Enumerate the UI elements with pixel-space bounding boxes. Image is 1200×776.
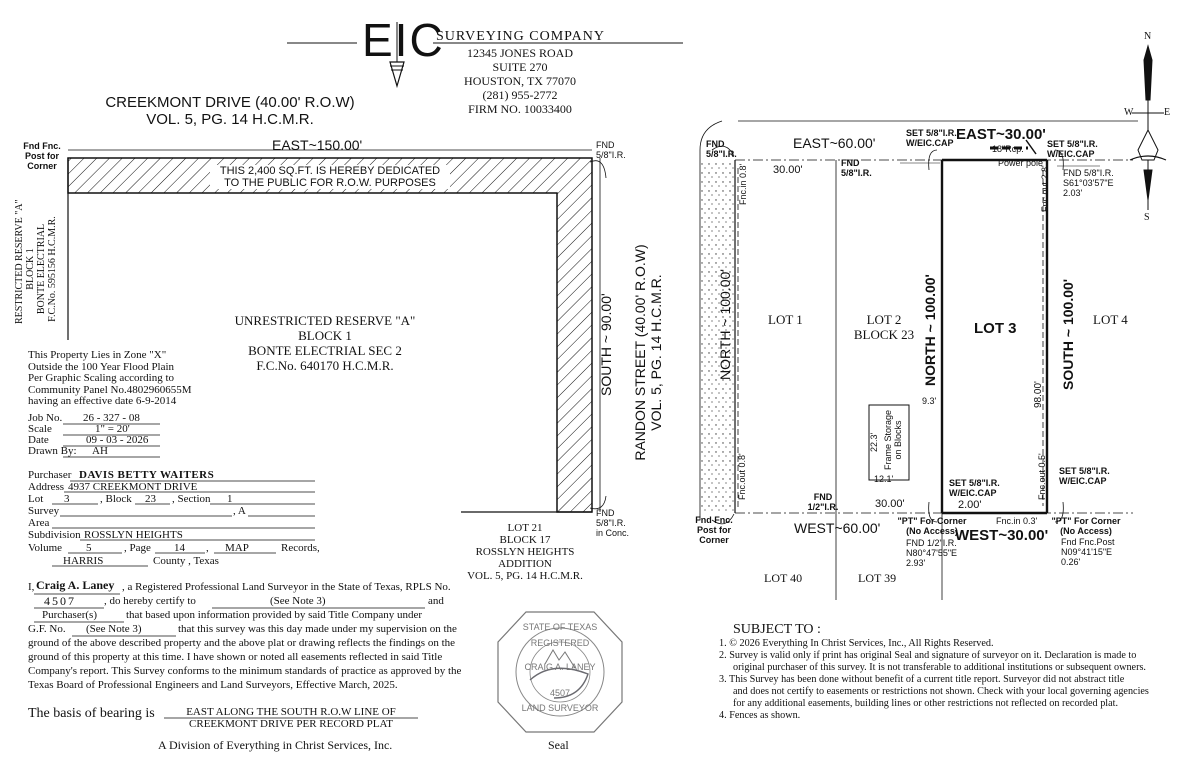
west-60-label: WEST~60.00' — [794, 520, 881, 536]
dist-121-label: 12.1' — [874, 474, 894, 484]
lot-2-label: LOT 2 BLOCK 23 — [853, 312, 915, 342]
seal-name: CRAIG A. LANEY — [524, 662, 596, 672]
drawn-by-row: Drawn By: AH — [28, 445, 108, 457]
pt-corner-1-label: "PT" For Corner (No Access) — [897, 516, 967, 536]
survey-document: EIC SURVEYING COMPANY 12345 JONES ROAD SUITE 270 HOUSTON, TX 77070 (281) 955-2772 FIRM NO. 10033400 CREEKMONT DRIVE (40.00' R.O.W) VOL. 5, PG. 14 H.C.M.R. EAST~150.00' Fnd Fnc. Post for Corner FND 5/8"I.R. THIS 2,400 SQ.FT. IS HEREBY DEDICATED TO THE PUBLIC FOR R.O.W. PURPOSES RESTRICTED RESERVE "A" BLOCK 1 BONTE ELECTRIAL F.C.No. 595156 H.C.M.R. UNRESTRICTED RESERVE "A" BLOCK 1 BONTE ELECTRIAL SEC 2 F.C.No. 640170 H.C.M.R. SOUTH ~ 90.00' RANDON STREET (40.00' R.O.W) VOL. 5, PG. 14 H.C.M.R. FND 5/8"I.R. in Conc. LOT 21 BLOCK 17 ROSSLYN HEIGHTS ADDITION VOL. 5, PG. 14 H.C.M.R. This Property Lies in Zone "X" Outside the 100 Year Flood Plain Per Graphic Scaling according to Community Panel No.4802960655M having an effective date 6-9-2014 Job No. 26 - 327 - 08 Scale 1" = 20' Date 09 - 03 - 2026 Drawn By: AH Purchaser DAVIS BETTY WAITERS Address 4937 CREEKMONT DRIVE Lot 3 , Block 23 , Section 1 Survey , A Area Subdivision ROSSLYN HEIGHTS Volume 5 , Page 14 , MAP Records, HARRIS County , Texas I, Craig A. Laney , a Registered Professional Land Surveyor in the State of Texas, RPLS No. 4507 , do hereby certify to (See Note 3) and Purchaser(s) that based upon information provided by said Title Company under G.F. No. (See Note 3) that this survey was this day made under my supervision on the ground of the above described property and the above plat or drawing reflects the findings on the ground of this property at this time. I have shown or noted all easements reflected in said Title Company's report. This Survey conforms to the minimum standards of practice as approved by the Texas Board of Professional Engineers and Land Surveyors, Effective March, 2025. The basis of bearing is EAST ALONG THE SOUTH R.O.W LINE OF CREEKMONT DRIVE PER RECORD PLAT A Division of Everything in Christ Services, Inc. STATE OF TEXAS REGISTERED CRAIG A. LANEY 4507 LAND SURVEYOR Seal FND 5/8"I.R. EAST~60.00' FND 5/8"I.R. SET 5/8"I.R. W/EIC.CAP EAST~30.00' SET 5/8"I.R. W/EIC.CAP 18"Rcp. Power pole FND 5/8"I.R. S61°03'57"E 2.03' Fnc.out 2.8' 30.00' Fnc.in 0.8' LOT 1 LOT 2 BLOCK 23 LOT 3 LOT 4 NORTH ~ 100.00' NORTH ~ 100.00' SOUTH ~ 100.00' 98.00' 9.3' 22.3' Frame Storage on Blocks 12.1' Fnc.out 0.8' FND 1/2"I.R. 30.00' SET 5/8"I.R. W/EIC.CAP 2.00' SET 5/8"I.R. W/EIC.CAP Fnc.out 0.5' Fnc.in 0.3' Fnd Fnc. Post for Corner WEST~60.00' "PT" For Corner (No Access) FND 1/2"I.R. N80°47'55"E 2.93' WEST~30.00' "PT" For Corner (No Access) Fnd Fnc.Post N09°41'15"E 0.26' LOT 40 LOT 39 N S E W SUBJECT TO : 1. © 2026 Everything In Christ Services, Inc., All Rights Reserved. 2. Survey is valid only if print has original Seal and signature of surveyor on it. Declaration is made to original purchaser of this survey. It is not transferable to additional institutions or subsequent owners. 3. This Survey has been done without benefit of a current title report. Surveyor did not abstract title and does not certify to easements or restrictions not shown. Check with your local governing agencies for any additional easements, building lines or other restrictions not reflected on recorded plat. 4. Fences as shown. — [0, 0, 1200, 776]
subject-notes: 1. © 2026 Everything In Christ Services, Inc., All Rights Reserved. 2. Survey is valid only if print has original Seal and signature of surveyor on it. Declaration is made to original purchaser of this survey. It is not transferable to additional institutions or subsequent owners. 3. This Survey has been done without benefit of a current title report. Surveyor did not abstract title and does not certify to easements or restrictions not shown. Check with your local governing agencies for any additional easements, building lines or other restrictions not reflected on recorded plat. 4. Fences as shown. — [719, 638, 1149, 721]
east-letter: E — [1164, 107, 1171, 118]
fnd-ir-mid-label: FND 5/8"I.R. — [841, 158, 872, 178]
east-150-label: EAST~150.00' — [272, 137, 363, 153]
seal-number: 4507 — [549, 688, 571, 698]
set-ir-sw-label: SET 5/8"I.R. W/EIC.CAP — [949, 478, 1000, 498]
dedication-note: THIS 2,400 SQ.FT. IS HEREBY DEDICATED TO THE PUBLIC FOR R.O.W. PURPOSES — [210, 165, 450, 189]
fnd-ir-ne-label: FND 5/8"I.R. S61°03'57"E 2.03' — [1063, 168, 1114, 198]
west-letter: W — [1124, 107, 1134, 118]
scale-row: Scale 1" = 20' — [28, 423, 130, 435]
dist-223-label: 22.3' — [869, 432, 879, 452]
rcp-label: 18"Rcp. — [992, 144, 1024, 154]
frame-storage-label: Frame Storage on Blocks — [883, 409, 903, 470]
dist-93-label: 9.3' — [922, 396, 937, 406]
area-row: Area — [28, 517, 50, 529]
north-100-lot1-label: NORTH ~ 100.00' — [717, 269, 733, 380]
lot-block-row: Lot 3 , Block 23 , Section 1 — [28, 493, 233, 505]
seal-bottom: LAND SURVEYOR — [521, 703, 599, 713]
west-30-label: WEST~30.00' — [955, 527, 1049, 544]
street-label: CREEKMONT DRIVE (40.00' R.O.W) VOL. 5, PG. 14 H.C.M.R. — [105, 94, 355, 128]
basis-of-bearing-label: The basis of bearing is — [28, 706, 155, 721]
set-ir-ne-label: SET 5/8"I.R. W/EIC.CAP — [1047, 139, 1098, 159]
north-100-lot3-label: NORTH ~ 100.00' — [922, 274, 938, 386]
lot-39-label: LOT 39 — [858, 571, 897, 585]
fnc-in-08-label: Fnc.in 0.8' — [738, 163, 748, 205]
set-ir-nw-label: SET 5/8"I.R. W/EIC.CAP — [906, 128, 957, 148]
south-100-label: SOUTH ~ 100.00' — [1060, 278, 1076, 390]
fnd-ir-conc-label: FND 5/8"I.R. in Conc. — [596, 508, 630, 538]
power-pole-label: Power pole — [998, 158, 1044, 168]
lot-21-label: LOT 21 BLOCK 17 ROSSLYN HEIGHTS ADDITION VOL. 5, PG. 14 H.C.M.R. — [467, 522, 583, 582]
south-90-label: SOUTH ~ 90.00' — [598, 293, 614, 396]
purchaser-row: Purchaser DAVIS BETTY WAITERS — [28, 469, 215, 481]
subject-to-title: SUBJECT TO : — [733, 622, 821, 637]
job-number-row: Job No. 26 - 327 - 08 — [28, 412, 140, 424]
company-address: 12345 JONES ROAD SUITE 270 HOUSTON, TX 77070 (281) 955-2772 FIRM NO. 10033400 — [464, 46, 576, 116]
east-30-label: EAST~30.00' — [956, 126, 1046, 143]
dist-98-label: 98.00' — [1033, 381, 1044, 408]
company-name: SURVEYING COMPANY — [436, 29, 605, 44]
set-ir-se-label: SET 5/8"I.R. W/EIC.CAP — [1059, 466, 1110, 486]
lot-40-label: LOT 40 — [764, 571, 803, 585]
seal-ring-text: STATE OF TEXAS — [522, 622, 598, 632]
fnd-ir-top-label: FND 5/8"I.R. — [596, 140, 626, 160]
division-footer: A Division of Everything in Christ Services, Inc. — [158, 738, 393, 752]
date-row: Date 09 - 03 - 2026 — [28, 434, 149, 446]
unrestricted-reserve-label: UNRESTRICTED RESERVE "A" BLOCK 1 BONTE ELECTRIAL SEC 2 F.C.No. 640170 H.C.M.R. — [234, 313, 416, 373]
flood-zone-note: This Property Lies in Zone "X" Outside the 100 Year Flood Plain Per Graphic Scaling according to Community Panel No.4802960655M having an effective date 6-9-2014 — [28, 349, 192, 407]
restricted-reserve-label: RESTRICTED RESERVE "A" BLOCK 1 BONTE ELECTRIAL F.C.No. 595156 H.C.M.R. — [14, 199, 58, 324]
north-arrow-icon — [1130, 46, 1166, 210]
fnc-out-28-label: Fnc.out 2.8' — [1040, 165, 1050, 212]
logo: EIC — [362, 14, 445, 66]
lot-1-label: LOT 1 — [768, 312, 803, 327]
fnc-in-03-label: Fnc.in 0.3' — [996, 516, 1038, 526]
lot-3-label: LOT 3 — [974, 320, 1017, 337]
dist-30-top-label: 30.00' — [773, 164, 803, 176]
south-letter: S — [1144, 212, 1150, 223]
volume-row: Volume 5 , Page 14 , MAP Records, — [28, 542, 320, 554]
north-letter: N — [1144, 31, 1152, 42]
dist-30-bottom-label: 30.00' — [875, 498, 905, 510]
fnc-out-05-label: Fnc.out 0.5' — [1037, 453, 1047, 500]
subdivision-row: Subdivision ROSSLYN HEIGHTS — [28, 529, 183, 541]
randon-street-label: RANDON STREET (40.00' R.O.W) VOL. 5, PG. 14 H.C.M.R. — [632, 244, 664, 461]
lot-4-label: LOT 4 — [1093, 312, 1128, 327]
basis-of-bearing-value: EAST ALONG THE SOUTH R.O.W LINE OF CREEKMONT DRIVE PER RECORD PLAT — [186, 706, 396, 730]
fnd-fnc-sw-label: Fnd Fnc. Post for Corner — [695, 515, 733, 545]
survey-row: Survey , A — [28, 505, 246, 517]
certification-block: I, Craig A. Laney , a Registered Professional Land Surveyor in the State of Texas, RPLS No. 4507 , do hereby certify to (See Note 3) and Purchaser(s) that based upon information provided by said Title Company under G.F. No. (See Note 3) that this survey was this day made under my supervision on the ground of the above described property and the above plat or drawing reflects the findings on the ground of this property at this time. I have shown or noted all easements reflected in said Title Company's report. This Survey conforms to the minimum standards of practice as approved by the Texas Board of Professional Engineers and Land Surveyors, Effective March, 2025. — [28, 578, 462, 691]
east-60-label: EAST~60.00' — [793, 135, 876, 151]
fnd-ir-nw-label: FND 5/8"I.R. — [706, 139, 737, 159]
pt-corner-2-label: "PT" For Corner (No Access) — [1051, 516, 1121, 536]
dist-200-label: 2.00' — [958, 499, 982, 511]
fnc-out-08-label: Fnc.out 0.8' — [737, 453, 747, 500]
seal-caption: Seal — [548, 738, 569, 752]
seal-registered: REGISTERED — [530, 638, 590, 648]
address-row: Address 4937 CREEKMONT DRIVE — [28, 481, 198, 493]
fnd-fence-post-label: Fnd Fnc. Post for Corner — [23, 141, 61, 171]
fnd-half-ir-label: FND 1/2"I.R. — [807, 492, 839, 512]
fnd-half-ir-2-label: FND 1/2"I.R. N80°47'55"E 2.93' — [906, 538, 958, 568]
fnd-fnc-post-se-label: Fnd Fnc.Post N09°41'15"E 0.26' — [1061, 537, 1115, 567]
